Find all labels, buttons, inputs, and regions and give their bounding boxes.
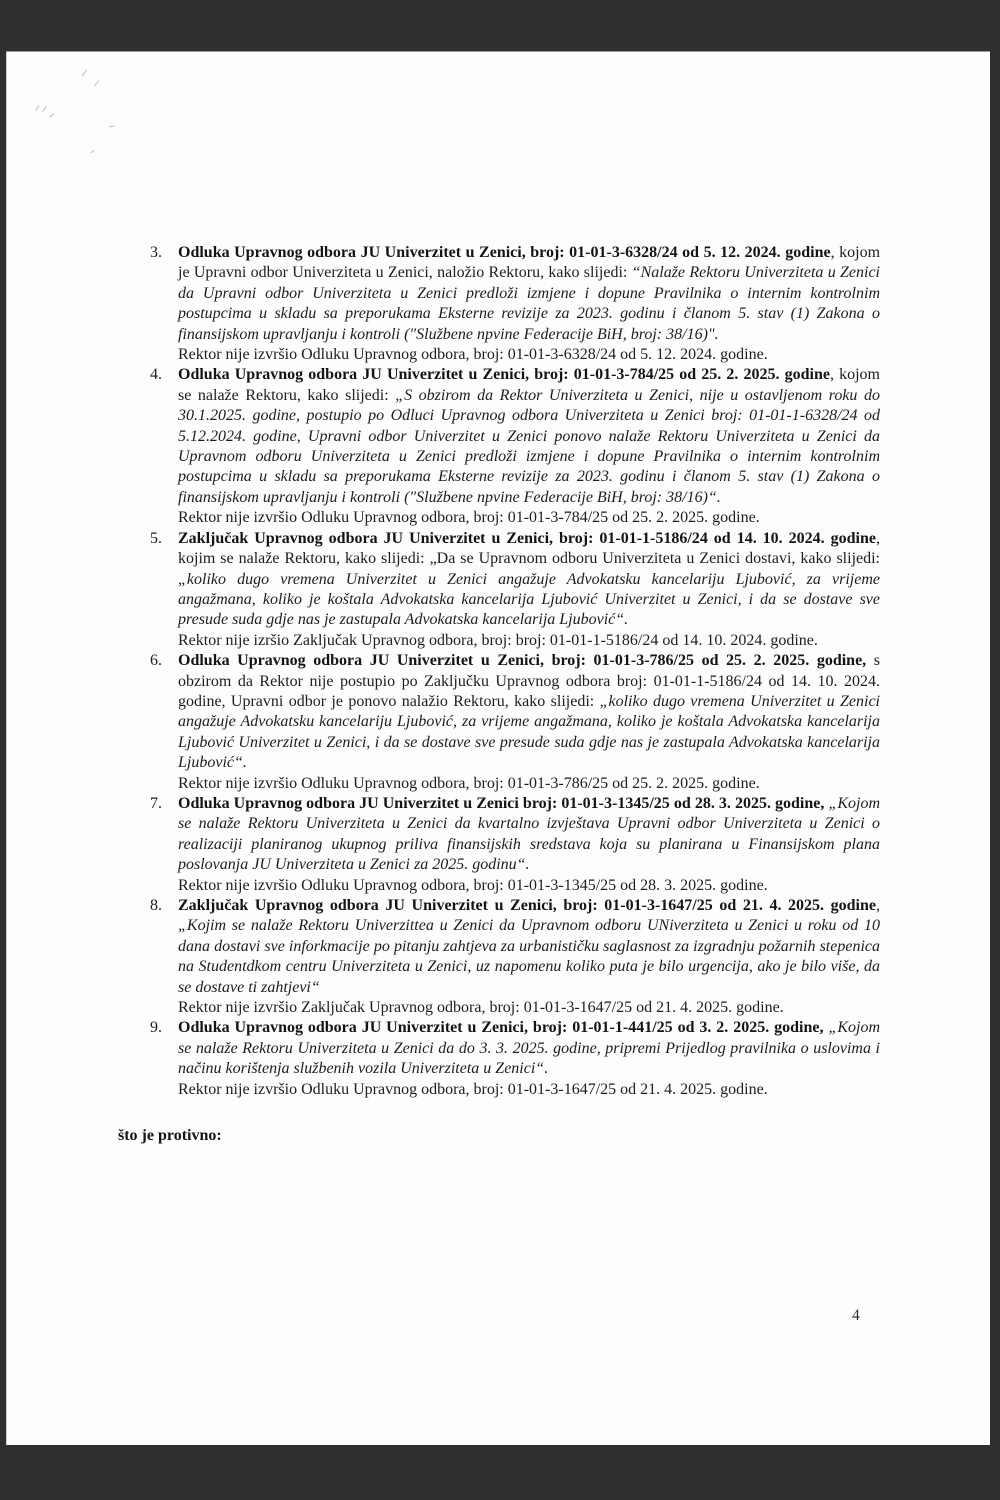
- list-item: [118, 243, 880, 365]
- decision-status: Rektor nije izvršio Odluku Upravnog odbora, broj: 01-01-3-1647/25 od 21. 4. 2025. godine.: [178, 1080, 768, 1098]
- list-item-number: 9.: [150, 1019, 162, 1037]
- decision-status: Rektor nije izvršio Odluku Upravnog odbora, broj: 01-01-3-786/25 od 25. 2. 2025. godine.: [178, 774, 760, 792]
- decision-paragraph: [178, 794, 880, 876]
- decision-quote: „koliko dugo vremena Univerzitet u Zenici angažuje Advokatsku kancelariju Ljubović, za vrijeme angažmana, koliko je koštala Advokatska kancelarija Ljubović Univerzitet u Zenici, i da se dostave sve presude suda gdje nas je zastupala Advokatska kancelarija Ljubović“.: [178, 692, 880, 772]
- decision-paragraph: [178, 896, 880, 998]
- closing-heading: što je protivno:: [118, 1127, 222, 1145]
- list-item: [118, 365, 880, 528]
- scan-mark: [49, 114, 54, 118]
- scan-mark: [94, 81, 99, 87]
- list-item-number: 5.: [150, 529, 162, 547]
- decision-quote: „Kojom se nalaže Rektoru Univerziteta u Zenici da kvartalno izvještava Upravni odbor Univerziteta u Zenici o realizaciji planiranog ukupnog priliva finansijskih sredstava koja su planirana u Finansijskom plana poslovanja JU Univerziteta u Zenici za 2025. godinu“.: [178, 794, 881, 874]
- decision-title: Odluka Upravnog odbora JU Univerzitet u Zenici, broj: 01-01-1-441/25 od 3. 2. 2025. godine,: [178, 1019, 824, 1037]
- decision-title: Zaključak Upravnog odbora JU Univerzitet u Zenici, broj: 01-01-3-1647/25 od 21. 4. 2025. godine: [178, 897, 876, 914]
- decision-intro: s obzirom da Rektor nije postupio po Zaključku Upravnog odbora broj: 01-01-1-5186/24 od 14. 10. 2024. godine, Upravni odbor je ponovo nalažio Rektoru, kako slijedi:: [178, 652, 881, 710]
- decision-paragraph: [178, 243, 880, 345]
- decision-title: Zaključak Upravnog odbora JU Univerzitet u Zenici, broj: 01-01-1-5186/24 od 14. 10. 2024. godine: [178, 529, 876, 547]
- decision-title: Odluka Upravnog odbora JU Univerzitet u Zenici, broj: 01-01-3-786/25 od 25. 2. 2025. godine,: [178, 652, 867, 670]
- decision-status: Rektor nije izvršio Odluku Upravnog odbora, broj: 01-01-3-784/25 od 25. 2. 2025. godine.: [178, 509, 760, 527]
- decision-status: Rektor nije izršio Zaključak Upravnog odbora, broj: broj: 01-01-1-5186/24 od 14. 10. 2024. godine.: [178, 631, 818, 649]
- decision-status: Rektor nije izvršio Zaključak Upravnog odbora, broj: 01-01-3-1647/25 od 21. 4. 2025. godine.: [178, 999, 784, 1017]
- document-body: [118, 243, 880, 1146]
- list-item: [118, 529, 880, 651]
- scan-mark: [42, 106, 46, 112]
- decision-status: Rektor nije izvršio Odluku Upravnog odbora, broj: 01-01-3-6328/24 od 5. 12. 2024. godine.: [178, 346, 768, 364]
- decision-quote: „koliko dugo vremena Univerzitet u Zenici angažuje Advokatsku kancelariju Ljubović, za vrijeme angažmana, koliko je koštala Advokatska kancelarija Ljubović Univerzitet u Zenici, i da se dostave sve presude suda gdje nas je zastupala Advokatska kancelarija Ljubović“.: [178, 570, 880, 629]
- list-item: [118, 896, 880, 1018]
- decision-paragraph: [178, 651, 880, 773]
- decision-intro: ,: [876, 897, 880, 914]
- decision-quote: „Kojim se nalaže Rektoru Univerzittea u Zenici da Upravnom odboru UNiverziteta u Zenici u roku od 10 dana dostavi sve inforkmacije po pitanju zahtjeva za urbanističku saglasnost za izgradnju požarnih stepenica na Studentdkom centru Univerziteta u Zenici, uz napomenu koliko puta je bilo urgencija, ako je bilo više, da se dostave ti zahtjevi“: [178, 917, 880, 996]
- list-item-number: 6.: [150, 652, 162, 670]
- decision-title: Odluka Upravnog odbora JU Univerzitet u Zenici, broj: 01-01-3-784/25 od 25. 2. 2025. godine: [178, 366, 830, 384]
- scan-mark: [82, 70, 88, 77]
- decision-intro: , kojim se nalaže Rektoru, kako slijedi: „Da se Upravnom odboru Univerziteta u Zenici dostavi, kako slijedi:: [178, 529, 880, 568]
- decision-quote: „S obzirom da Rektor Univerziteta u Zenici, nije u ostavljenom roku do 30.1.2025. godine, postupio po Odluci Upravnog odbora Univerziteta u Zenici broj: 01-01-1-6328/24 od 5.12.2024. godine, Upravni odbor Univerzitet u Zenici ponovo nalaže Rektoru Univerziteta u Zenici da Upravnom odboru Univerziteta u Zenici predloži izmjene i dopune Pravilnika o internim kontrolnim postupcima u skladu sa preporukama Eksterne revizije za 2023. godinu i članom 5. stav (1) Zakona o finansijskom upravljanju i kontroli ("Službene npvine Federacije BiH, broj: 38/16)“.: [178, 386, 880, 506]
- decision-quote: „Kojom se nalaže Rektoru Univerziteta u Zenici da do 3. 3. 2025. godine, pripremi Prijedlog pravilnika o uslovima i načinu korištenja službenih vozila Univerziteta u Zenici“.: [178, 1019, 881, 1078]
- decision-paragraph: [178, 365, 880, 508]
- document-page: [6, 51, 990, 1445]
- decision-status: Rektor nije izvršio Odluku Upravnog odbora, broj: 01-01-3-1345/25 od 28. 3. 2025. godine.: [178, 876, 768, 894]
- scan-mark: [90, 149, 94, 153]
- decision-intro: , kojom je Upravni odbor Univerziteta u Zenici, naložio Rektoru, kako slijedi:: [178, 244, 881, 282]
- decision-paragraph: [178, 1018, 880, 1079]
- list-item-number: 3.: [150, 244, 162, 261]
- decision-paragraph: [178, 529, 880, 631]
- decision-title: Odluka Upravnog odbora JU Univerzitet u Zenici broj: 01-01-3-1345/25 od 28. 3. 2025. godine,: [178, 794, 825, 812]
- decision-title: Odluka Upravnog odbora JU Univerzitet u Zenici, broj: 01-01-3-6328/24 od 5. 12. 2024. godine: [178, 244, 831, 261]
- list-item: [118, 794, 880, 896]
- page-number: 4: [852, 1307, 860, 1324]
- list-item: [118, 651, 880, 794]
- scan-mark: [109, 125, 115, 129]
- list-item-number: 4.: [150, 366, 162, 384]
- list-item-number: 8.: [150, 897, 162, 914]
- list-item: [118, 1018, 880, 1100]
- scan-mark: [36, 105, 40, 111]
- list-item-number: 7.: [150, 794, 162, 812]
- decision-intro: , kojom se nalaže Rektoru, kako slijedi:: [178, 366, 881, 404]
- decision-quote: “Nalaže Rektoru Univerziteta u Zenici da Upravni odbor Univerziteta u Zenici predloži izmjene i dopune Pravilnika o internim kontrolnim postupcima u skladu sa preporukama Eksterne revizije za 2023. godinu i članom 5. stav (1) Zakona o finansijskom upravljanju i kontroli ("Službene npvine Federacije BiH, broj: 38/16)".: [178, 264, 880, 343]
